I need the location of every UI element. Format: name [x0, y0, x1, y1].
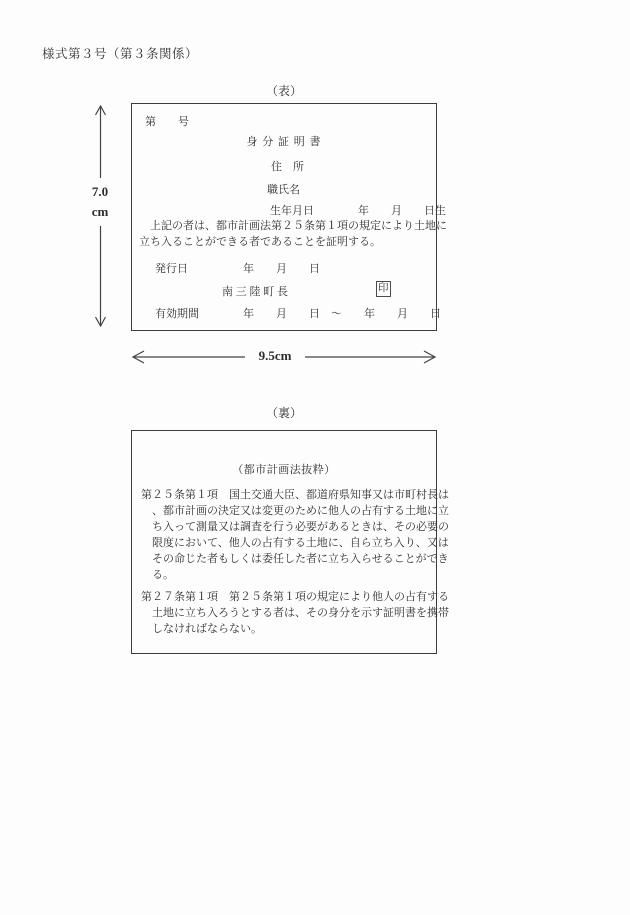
law-line: ち入って測量又は調査を行う必要があるときは、その必要の: [152, 521, 449, 533]
height-dimension-label: [78, 182, 122, 222]
law-line: 第２７条第１項 第２５条第１項の規定により他人の占有する: [141, 591, 449, 603]
back-side-label: （裏）: [265, 406, 302, 420]
width-dimension-label: 9.5cm: [258, 348, 292, 363]
address-label: 住 所: [271, 161, 304, 173]
law-line: 第２５条第１項 国土交通大臣、都道府県知事又は市町村長は: [141, 489, 449, 501]
law-line: 、都市計画の決定又は変更のために他人の占有する土地に立: [152, 505, 449, 517]
article-25-paragraph: [141, 487, 449, 583]
validity-period-row: 有効期間 年 月 日 ～ 年 月 日: [155, 308, 441, 320]
mayor-row: [132, 281, 436, 299]
card-title: 身 分 証 明 書: [246, 136, 322, 148]
law-excerpt-title: （都市計画法抜粋）: [232, 464, 336, 476]
statement-line: 上記の者は、都市計画法第２５条第１項の規定により土地に: [139, 220, 447, 232]
statement-line: 立ち入ることができる者であることを証明する。: [139, 236, 381, 248]
front-card: [131, 103, 447, 331]
law-line: その命じた者もしくは委任した者に立ち入らせることができ: [152, 553, 449, 565]
law-line: 土地に立ち入ろうとする者は、その身分を示す証明書を携帯: [152, 607, 449, 619]
birthdate-row: 生年月日 年 月 日生: [270, 205, 446, 217]
certification-statement: [139, 218, 447, 250]
law-line: る。: [152, 569, 174, 581]
seal-box: 印: [376, 281, 391, 297]
height-unit: cm: [91, 204, 109, 219]
back-card: [131, 430, 449, 654]
height-value: 7.0: [91, 184, 109, 199]
form-number-label: 様式第３号（第３条関係）: [42, 47, 199, 61]
law-line: 限度において、他人の占有する土地に、自ら立ち入り、又は: [152, 537, 449, 549]
article-27-paragraph: [141, 589, 449, 637]
width-dimension-arrow: [131, 345, 437, 369]
occupation-name-label: 職氏名: [267, 184, 300, 196]
law-line: しなければならない。: [152, 623, 262, 635]
doc-number-field: 第 号: [145, 116, 189, 128]
front-side-label: （表）: [265, 84, 302, 98]
mayor-title: 南 三 陸 町 長: [222, 286, 288, 298]
issue-date-row: 発行日 年 月 日: [155, 263, 320, 275]
